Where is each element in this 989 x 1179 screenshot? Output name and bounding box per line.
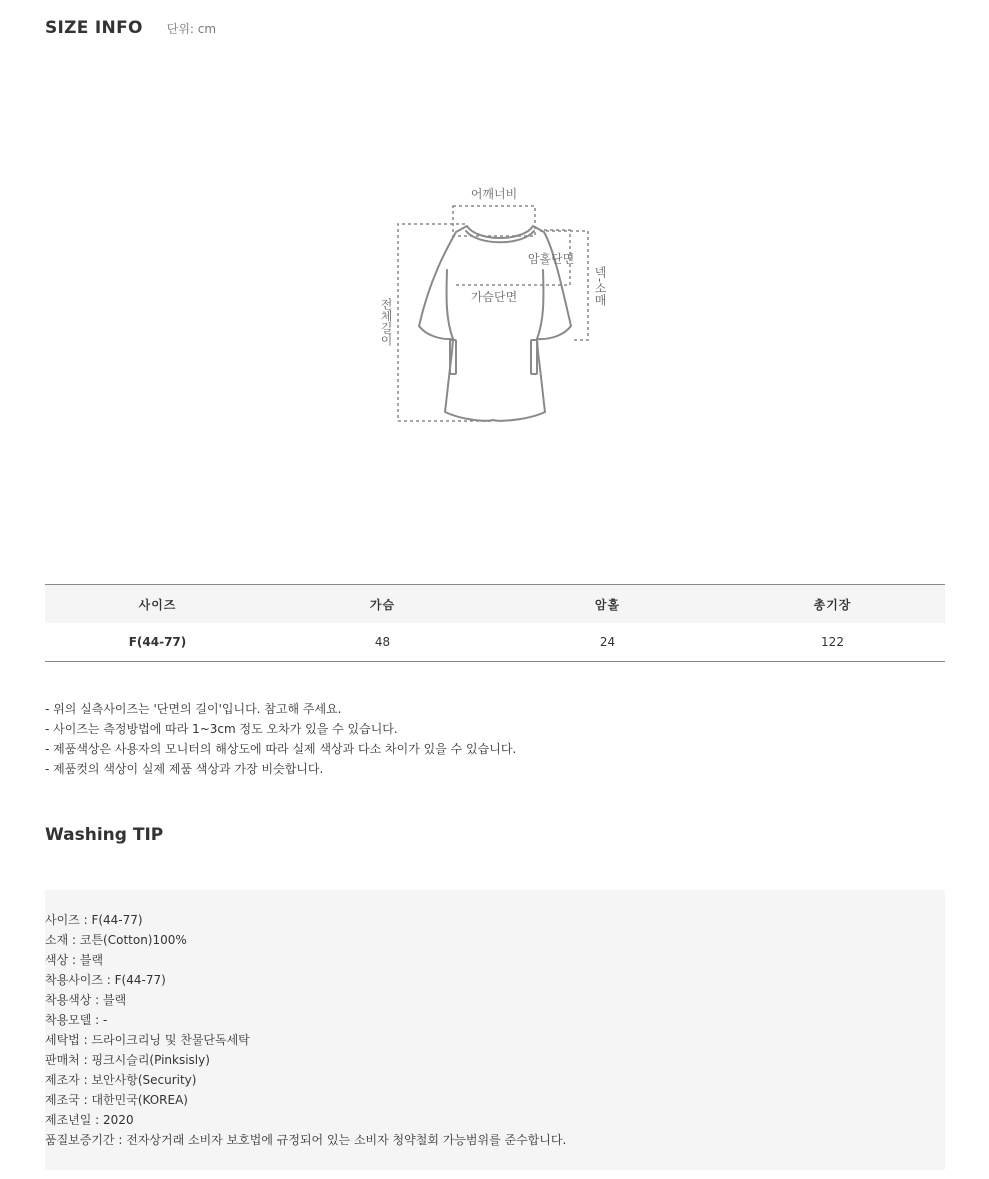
- label-chest: 가슴단면: [470, 290, 518, 304]
- info-row: 품질보증기간 : 전자상거래 소비자 보호법에 규정되어 있는 소비자 청약철회 가능범위를 준수합니다.: [45, 1133, 567, 1147]
- header-total-length: 총기장: [720, 585, 945, 624]
- cell-total-length: 122: [720, 623, 945, 662]
- note-item: - 제품색상은 사용자의 모니터의 해상도에 따라 실제 색상과 다소 차이가 있을 수 있습니다.: [45, 742, 517, 756]
- header-armhole: 암홀: [495, 585, 720, 624]
- size-table: [45, 584, 945, 662]
- info-row: 제조년일 : 2020: [45, 1113, 134, 1127]
- note-item: - 위의 실측사이즈는 '단면의 길이'입니다. 참고해 주세요.: [45, 702, 342, 716]
- unit-label: 단위: cm: [166, 22, 217, 36]
- garment-svg: [360, 180, 640, 440]
- info-row: 세탁법 : 드라이크리닝 및 찬물단독세탁: [45, 1033, 250, 1047]
- size-table-header-row: [45, 585, 945, 624]
- info-row: 색상 : 블랙: [45, 953, 104, 967]
- product-info-box: [45, 890, 945, 1170]
- washing-tip-title: Washing TIP: [45, 825, 164, 845]
- info-row: 소재 : 코튼(Cotton)100%: [45, 933, 187, 947]
- info-row: 착용색상 : 블랙: [45, 993, 127, 1007]
- label-neck-sleeve: 넥-소매: [593, 265, 607, 307]
- size-info-header: [45, 18, 216, 38]
- info-row: 제조국 : 대한민국(KOREA): [45, 1093, 188, 1107]
- garment-diagram: [360, 180, 640, 440]
- cell-chest: 48: [270, 623, 495, 662]
- label-total-length: 전체길이: [379, 298, 393, 346]
- right-pocket: [531, 340, 537, 374]
- info-row: 제조자 : 보안사항(Security): [45, 1073, 197, 1087]
- info-row: 착용사이즈 : F(44-77): [45, 973, 166, 987]
- header-size: 사이즈: [45, 585, 270, 624]
- note-item: - 사이즈는 측정방법에 따라 1~3cm 정도 오차가 있을 수 있습니다.: [45, 722, 398, 736]
- size-notes: [45, 699, 516, 779]
- table-row: [45, 623, 945, 662]
- info-row: 착용모델 : -: [45, 1013, 108, 1027]
- note-item: - 제품컷의 색상이 실제 제품 색상과 가장 비슷합니다.: [45, 762, 324, 776]
- label-armhole: 암홀단면: [527, 252, 575, 266]
- size-info-title: SIZE INFO: [45, 18, 143, 38]
- label-shoulder: 어깨너비: [470, 187, 518, 201]
- info-row: 판매처 : 핑크시슬리(Pinksisly): [45, 1053, 210, 1067]
- cell-armhole: 24: [495, 623, 720, 662]
- cell-size: F(44-77): [45, 623, 270, 662]
- header-chest: 가슴: [270, 585, 495, 624]
- info-row: 사이즈 : F(44-77): [45, 913, 143, 927]
